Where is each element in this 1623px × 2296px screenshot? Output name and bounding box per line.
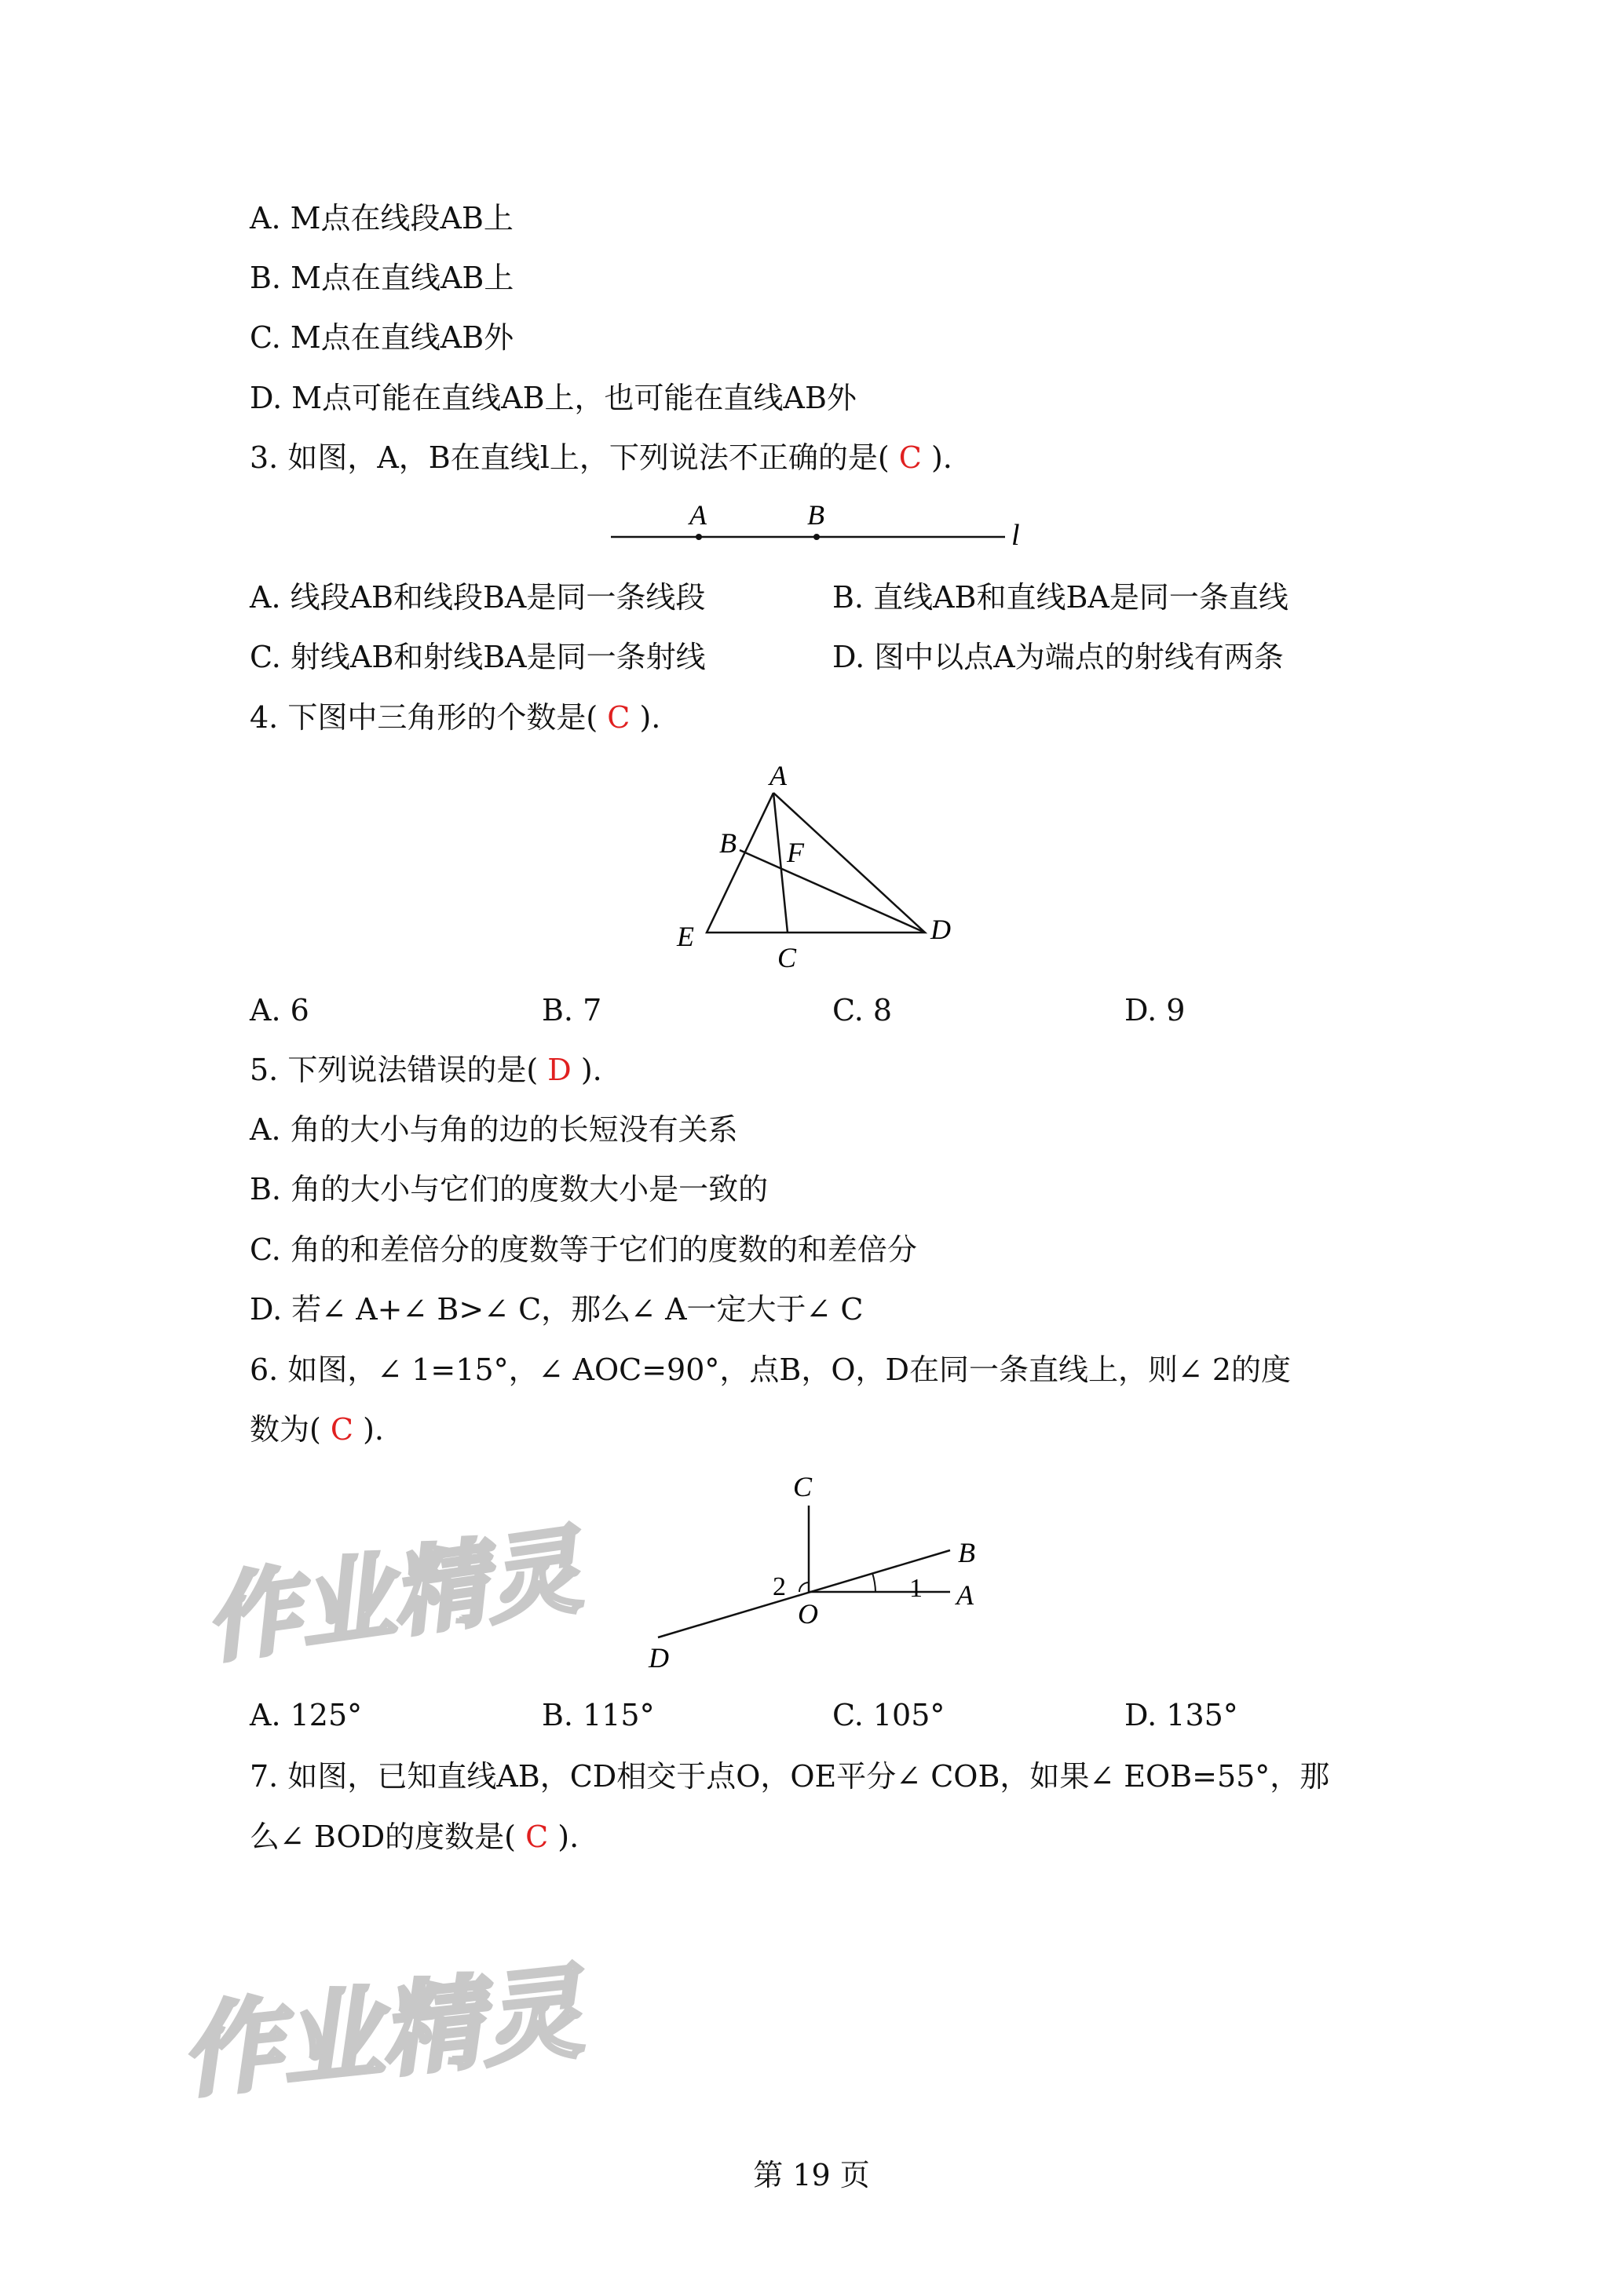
q6-close: ). (363, 1412, 384, 1447)
q6-label-b: B (958, 1537, 975, 1568)
q6-label-2: 2 (773, 1572, 786, 1601)
q5-close: ). (580, 1053, 602, 1087)
q6-option-b: B. 115° (542, 1698, 655, 1732)
q6-label-1: 1 (909, 1574, 923, 1603)
q6-option-a: A. 125° (250, 1698, 363, 1732)
q5-option-c: C. 角的和差倍分的度数等于它们的度数的和差倍分 (250, 1232, 917, 1267)
q4-label-f: F (787, 837, 804, 868)
q6-label-o: O (798, 1598, 818, 1630)
svg-text:作业精灵: 作业精灵 (199, 1518, 587, 1674)
q3-option-d: D. 图中以点A为端点的射线有两条 (832, 640, 1284, 674)
q3-answer: C (898, 440, 922, 475)
q6-option-c: C. 105° (832, 1698, 945, 1732)
q2-option-c: C. M点在直线AB外 (250, 320, 514, 355)
q7-stem-line1: 7. 如图，已知直线AB，CD相交于点O，OE平分∠ COB，如果∠ EOB=55°，那 (250, 1759, 1330, 1794)
q3-option-a: A. 线段AB和线段BA是同一条线段 (250, 580, 706, 615)
q7-stem-text: 么∠ BOD的度数是( (250, 1820, 516, 1854)
q4-close: ). (639, 700, 661, 735)
q4-option-a: A. 6 (250, 993, 309, 1028)
q5-stem-text: 5. 下列说法错误的是( (250, 1053, 539, 1087)
q7-close: ). (557, 1820, 579, 1854)
q4-label-a: A (769, 760, 787, 791)
q4-stem-text: 4. 下图中三角形的个数是( (250, 700, 598, 735)
q4-label-d: D (930, 914, 951, 945)
q5-option-d: D. 若∠ A+∠ B>∠ C，那么∠ A一定大于∠ C (250, 1292, 864, 1327)
q3-stem-text: 3. 如图，A，B在直线l上，下列说法不正确的是( (250, 440, 890, 475)
q6-option-d: D. 135° (1124, 1698, 1238, 1732)
q3-close: ). (930, 440, 952, 475)
watermark-logo-1 (196, 1515, 636, 1672)
q6-angle-1-arc (872, 1573, 875, 1592)
q6-stem-line1: 6. 如图，∠ 1=15°，∠ AOC=90°，点B，O，D在同一条直线上，则∠ 2的度 (250, 1352, 1292, 1387)
page-footer: 第 19 页 (753, 2158, 870, 2192)
q6-angle-2-arc (799, 1582, 809, 1592)
q2-option-a: A. M点在线段AB上 (250, 201, 514, 235)
q6-label-a: A (956, 1579, 974, 1611)
q6-answer: C (330, 1412, 353, 1447)
q6-label-d: D (649, 1642, 669, 1674)
q4-option-c: C. 8 (832, 993, 893, 1028)
svg-text:作业精灵: 作业精灵 (175, 1957, 587, 2110)
q4-answer: C (607, 700, 631, 735)
q6-label-c: C (793, 1471, 813, 1502)
q4-label-e: E (677, 921, 694, 952)
q7-stem-line2 (250, 1817, 579, 1856)
q3-option-c: C. 射线AB和射线BA是同一条射线 (250, 640, 706, 674)
q3-label-b: B (807, 499, 824, 531)
q4-option-d: D. 9 (1124, 993, 1186, 1028)
q3-label-l: l (1011, 519, 1020, 552)
q6-stem-text: 数为( (250, 1412, 321, 1447)
q3-option-b: B. 直线AB和直线BA是同一条直线 (832, 580, 1289, 615)
q4-label-c: C (777, 942, 797, 973)
q3-label-a: A (689, 499, 707, 531)
q4-label-b: B (719, 827, 737, 859)
q7-answer: C (525, 1820, 549, 1854)
watermark-logo-2 (173, 1947, 644, 2119)
q5-option-b: B. 角的大小与它们的度数大小是一致的 (250, 1172, 769, 1206)
q5-option-a: A. 角的大小与角的边的长短没有关系 (250, 1112, 738, 1147)
q2-option-d: D. M点可能在直线AB上，也可能在直线AB外 (250, 381, 857, 415)
q5-answer: D (547, 1053, 572, 1087)
q2-option-b: B. M点在直线AB上 (250, 261, 514, 295)
q4-option-b: B. 7 (542, 993, 602, 1028)
